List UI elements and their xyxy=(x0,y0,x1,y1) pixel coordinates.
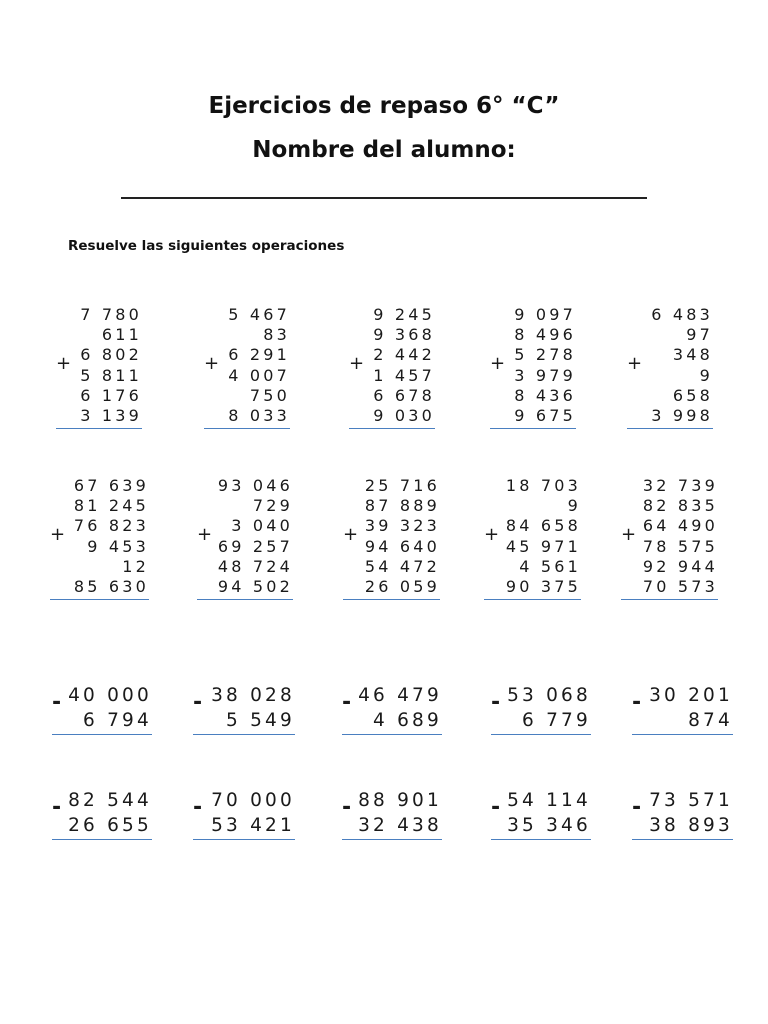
operand: 92 944 xyxy=(642,556,718,576)
plus-sign: + xyxy=(343,524,359,545)
operand: 85 630 xyxy=(73,577,149,597)
operand: 26 059 xyxy=(364,577,440,597)
subtraction-problem xyxy=(632,789,733,838)
student-name-label: Nombre del alumno: xyxy=(252,137,516,163)
subtraction-problem xyxy=(193,789,295,838)
operand: 38 028 xyxy=(211,685,295,706)
answer-space[interactable] xyxy=(349,430,435,458)
answer-line xyxy=(204,428,290,429)
operand: 5 549 xyxy=(226,709,295,731)
subtraction-problem xyxy=(52,684,152,733)
operand: 53 421 xyxy=(211,814,295,836)
minus-sign: - xyxy=(342,795,352,820)
operand: 35 346 xyxy=(507,814,591,836)
minus-sign: - xyxy=(193,795,203,820)
subtraction-problem xyxy=(52,789,152,838)
instructions-text: Resuelve las siguientes operaciones xyxy=(68,238,345,254)
subtraction-problem xyxy=(491,684,591,733)
addition-problem xyxy=(627,305,713,426)
operand: 69 257 xyxy=(217,536,293,556)
operand: 78 575 xyxy=(642,536,718,556)
operand: 73 571 xyxy=(649,790,733,811)
operand: 70 000 xyxy=(211,790,295,811)
answer-space[interactable] xyxy=(197,601,293,629)
operand: 6 483 xyxy=(651,305,713,324)
operand: 8 496 xyxy=(514,325,576,345)
answer-line xyxy=(342,839,442,840)
operand: 9 097 xyxy=(514,305,576,324)
student-name-blank-line[interactable] xyxy=(121,197,647,199)
subtraction-problem xyxy=(491,789,591,838)
operand: 8 033 xyxy=(228,406,290,426)
answer-space[interactable] xyxy=(193,842,295,870)
operand: 30 201 xyxy=(649,685,733,706)
operand: 88 901 xyxy=(358,790,442,811)
operand: 97 xyxy=(686,325,713,345)
operand: 53 068 xyxy=(507,685,591,706)
operand: 5 811 xyxy=(80,365,142,385)
operand: 48 724 xyxy=(217,556,293,576)
addition-problem xyxy=(204,305,290,426)
answer-space[interactable] xyxy=(342,842,442,870)
operand: 9 453 xyxy=(87,536,149,556)
answer-space[interactable] xyxy=(342,737,442,765)
answer-line xyxy=(627,428,713,429)
operand: 4 561 xyxy=(519,556,581,576)
operand: 9 xyxy=(699,365,713,385)
operand: 611 xyxy=(101,325,142,345)
operand: 6 802 xyxy=(80,345,142,365)
minus-sign: - xyxy=(632,795,642,820)
answer-space[interactable] xyxy=(52,737,152,765)
operand: 7 780 xyxy=(80,305,142,324)
answer-space[interactable] xyxy=(621,601,718,629)
subtraction-problem xyxy=(632,684,733,733)
answer-space[interactable] xyxy=(627,430,713,458)
operand: 76 823 xyxy=(73,516,149,536)
operand: 87 889 xyxy=(364,496,440,516)
plus-sign: + xyxy=(50,524,66,545)
answer-line xyxy=(193,839,295,840)
answer-space[interactable] xyxy=(50,601,149,629)
operand: 6 794 xyxy=(83,709,152,731)
operand: 6 176 xyxy=(80,385,142,405)
operand: 82 544 xyxy=(68,790,152,811)
plus-sign: + xyxy=(197,524,213,545)
operand: 1 457 xyxy=(373,365,435,385)
answer-space[interactable] xyxy=(204,430,290,458)
plus-sign: + xyxy=(627,353,643,374)
answer-space[interactable] xyxy=(52,842,152,870)
operand: 3 139 xyxy=(80,406,142,426)
operand: 64 490 xyxy=(642,516,718,536)
minus-sign: - xyxy=(193,690,203,715)
addition-problem xyxy=(56,305,142,426)
answer-line xyxy=(52,839,152,840)
answer-line xyxy=(632,839,733,840)
addition-problem xyxy=(349,305,435,426)
subtraction-problem xyxy=(193,684,295,733)
operand: 9 368 xyxy=(373,325,435,345)
operand: 729 xyxy=(252,496,293,516)
operand: 39 323 xyxy=(364,516,440,536)
operand: 4 689 xyxy=(373,709,442,731)
operand: 6 291 xyxy=(228,345,290,365)
operand: 3 979 xyxy=(514,365,576,385)
answer-line xyxy=(197,599,293,600)
answer-line xyxy=(490,428,576,429)
answer-line xyxy=(50,599,149,600)
minus-sign: - xyxy=(342,690,352,715)
operand: 70 573 xyxy=(642,577,718,597)
addition-problem xyxy=(343,476,440,597)
answer-space[interactable] xyxy=(343,601,440,629)
operand: 18 703 xyxy=(505,476,581,495)
operand: 84 658 xyxy=(505,516,581,536)
addition-problem xyxy=(197,476,293,597)
answer-line xyxy=(349,428,435,429)
operand: 2 442 xyxy=(373,345,435,365)
operand: 32 739 xyxy=(642,476,718,495)
minus-sign: - xyxy=(491,690,501,715)
operand: 3 998 xyxy=(651,406,713,426)
answer-line xyxy=(342,734,442,735)
operand: 5 467 xyxy=(228,305,290,324)
operand: 54 472 xyxy=(364,556,440,576)
operand: 9 030 xyxy=(373,406,435,426)
operand: 5 278 xyxy=(514,345,576,365)
operand: 54 114 xyxy=(507,790,591,811)
answer-line xyxy=(343,599,440,600)
answer-line xyxy=(52,734,152,735)
operand: 81 245 xyxy=(73,496,149,516)
operand: 9 245 xyxy=(373,305,435,324)
operand: 4 007 xyxy=(228,365,290,385)
answer-space[interactable] xyxy=(632,842,733,870)
operand: 38 893 xyxy=(649,814,733,836)
answer-space[interactable] xyxy=(632,737,733,765)
minus-sign: - xyxy=(52,690,62,715)
operand: 82 835 xyxy=(642,496,718,516)
operand: 94 502 xyxy=(217,577,293,597)
answer-line xyxy=(621,599,718,600)
answer-line xyxy=(632,734,733,735)
operand: 67 639 xyxy=(73,476,149,495)
operand: 90 375 xyxy=(505,577,581,597)
answer-space[interactable] xyxy=(491,842,591,870)
plus-sign: + xyxy=(484,524,500,545)
operand: 658 xyxy=(672,385,713,405)
addition-problem xyxy=(490,305,576,426)
addition-problem xyxy=(484,476,581,597)
answer-space[interactable] xyxy=(56,430,142,458)
plus-sign: + xyxy=(621,524,637,545)
operand: 6 779 xyxy=(522,709,591,731)
plus-sign: + xyxy=(349,353,365,374)
addition-problem xyxy=(50,476,149,597)
operand: 9 675 xyxy=(514,406,576,426)
answer-space[interactable] xyxy=(193,737,295,765)
addition-problem xyxy=(621,476,718,597)
plus-sign: + xyxy=(490,353,506,374)
operand: 25 716 xyxy=(364,476,440,495)
operand: 46 479 xyxy=(358,685,442,706)
operand: 6 678 xyxy=(373,385,435,405)
operand: 8 436 xyxy=(514,385,576,405)
minus-sign: - xyxy=(491,795,501,820)
answer-space[interactable] xyxy=(491,737,591,765)
operand: 40 000 xyxy=(68,685,152,706)
minus-sign: - xyxy=(632,690,642,715)
answer-line xyxy=(193,734,295,735)
answer-line xyxy=(491,839,591,840)
minus-sign: - xyxy=(52,795,62,820)
page-title: Ejercicios de repaso 6° “C” xyxy=(208,93,560,119)
operand: 750 xyxy=(249,385,290,405)
operand: 93 046 xyxy=(217,476,293,495)
operand: 874 xyxy=(688,709,733,731)
operand: 3 040 xyxy=(231,516,293,536)
operand: 32 438 xyxy=(358,814,442,836)
answer-line xyxy=(491,734,591,735)
answer-line xyxy=(484,599,581,600)
answer-line xyxy=(56,428,142,429)
operand: 12 xyxy=(122,556,149,576)
subtraction-problem xyxy=(342,684,442,733)
operand: 9 xyxy=(567,496,581,516)
operand: 348 xyxy=(672,345,713,365)
answer-space[interactable] xyxy=(484,601,581,629)
subtraction-problem xyxy=(342,789,442,838)
operand: 83 xyxy=(263,325,290,345)
answer-space[interactable] xyxy=(490,430,576,458)
operand: 45 971 xyxy=(505,536,581,556)
operand: 26 655 xyxy=(68,814,152,836)
operand: 94 640 xyxy=(364,536,440,556)
plus-sign: + xyxy=(56,353,72,374)
plus-sign: + xyxy=(204,353,220,374)
